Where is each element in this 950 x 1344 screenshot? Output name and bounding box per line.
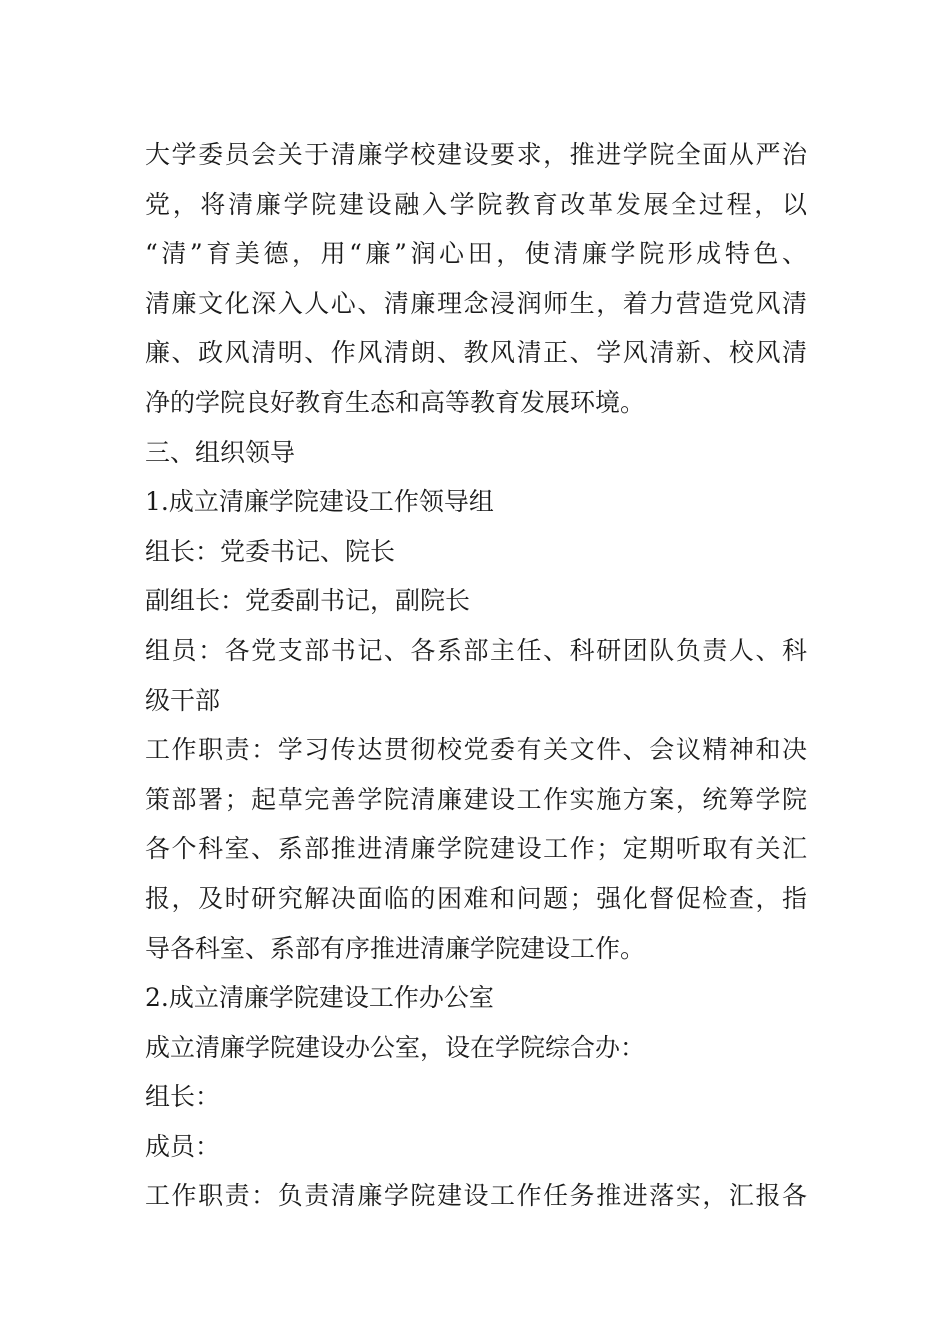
paragraph-line: “清”育美德，用“廉”润心田，使清廉学院形成特色、 — [145, 239, 807, 269]
paragraph-line: 策部署；起草完善学院清廉建设工作实施方案，统筹学院 — [145, 784, 807, 814]
subsection-heading: 2.成立清廉学院建设工作办公室 — [145, 983, 494, 1013]
paragraph-line: 工作职责：学习传达贯彻校党委有关文件、会议精神和决 — [145, 735, 807, 765]
paragraph-line: 报，及时研究解决面临的困难和问题；强化督促检查，指 — [145, 883, 807, 913]
paragraph-line: 各个科室、系部推进清廉学院建设工作；定期听取有关汇 — [145, 834, 807, 864]
paragraph-line: 成员： — [145, 1131, 221, 1161]
paragraph-line: 净的学院良好教育生态和高等教育发展环境。 — [145, 387, 646, 417]
paragraph-line: 组长：党委书记、院长 — [145, 536, 396, 566]
paragraph-line: 导各科室、系部有序推进清廉学院建设工作。 — [145, 933, 646, 963]
paragraph-line: 副组长：党委副书记，副院长 — [145, 586, 471, 616]
paragraph-line: 工作职责：负责清廉学院建设工作任务推进落实，汇报各 — [145, 1181, 807, 1211]
paragraph-line: 大学委员会关于清廉学校建设要求，推进学院全面从严治 — [145, 140, 807, 169]
paragraph-line: 级干部 — [145, 685, 221, 715]
paragraph-line: 成立清廉学院建设办公室，设在学院综合办： — [145, 1032, 646, 1062]
paragraph-line: 组员：各党支部书记、各系部主任、科研团队负责人、科 — [145, 635, 807, 665]
paragraph-line: 廉、政风清明、作风清朗、教风清正、学风清新、校风清 — [145, 338, 807, 368]
subsection-heading: 1.成立清廉学院建设工作领导组 — [145, 487, 494, 517]
paragraph-line: 党，将清廉学院建设融入学院教育改革发展全过程，以 — [145, 189, 807, 219]
document-body — [145, 130, 807, 1221]
section-heading: 三、组织领导 — [145, 437, 296, 467]
paragraph-line: 组长： — [145, 1082, 221, 1112]
paragraph-line: 清廉文化深入人心、清廉理念浸润师生，着力营造党风清 — [145, 288, 807, 318]
